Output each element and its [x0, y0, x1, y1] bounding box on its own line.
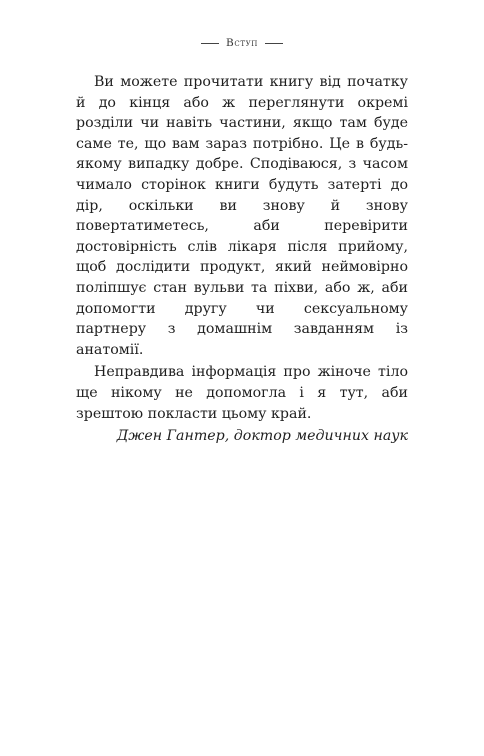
running-head-label: Вступ [226, 37, 258, 49]
paragraph-1: Ви можете прочитати книгу від початку й до кінця або ж переглянути окремі розділи чи навіть частини, якщо там буде саме те, що вам зараз потрібно. Це в будь-якому випадку добре. Сподіваюся, з часом чимало сторінок книги будуть затерті до дір, оскільки ви знову й знову повертатиметесь, аби перевірити достовірність слів лікаря після прийому, щоб дослідити продукт, який неймовірно поліпшує стан вульви та піхви, або ж, аби допомогти другу чи сексуальному партнеру з домашнім завданням із анатомії. [76, 74, 408, 358]
running-head [0, 37, 484, 49]
body-text [76, 72, 408, 447]
author-signature: Джен Гантер, доктор медичних наук [116, 428, 408, 445]
running-head-left-rule [201, 43, 219, 44]
paragraph-2: Неправдива інформація про жіноче тіло ще нікому не допомогла і я тут, аби зрештою покласти цьому край. [76, 364, 408, 422]
running-head-right-rule [265, 43, 283, 44]
